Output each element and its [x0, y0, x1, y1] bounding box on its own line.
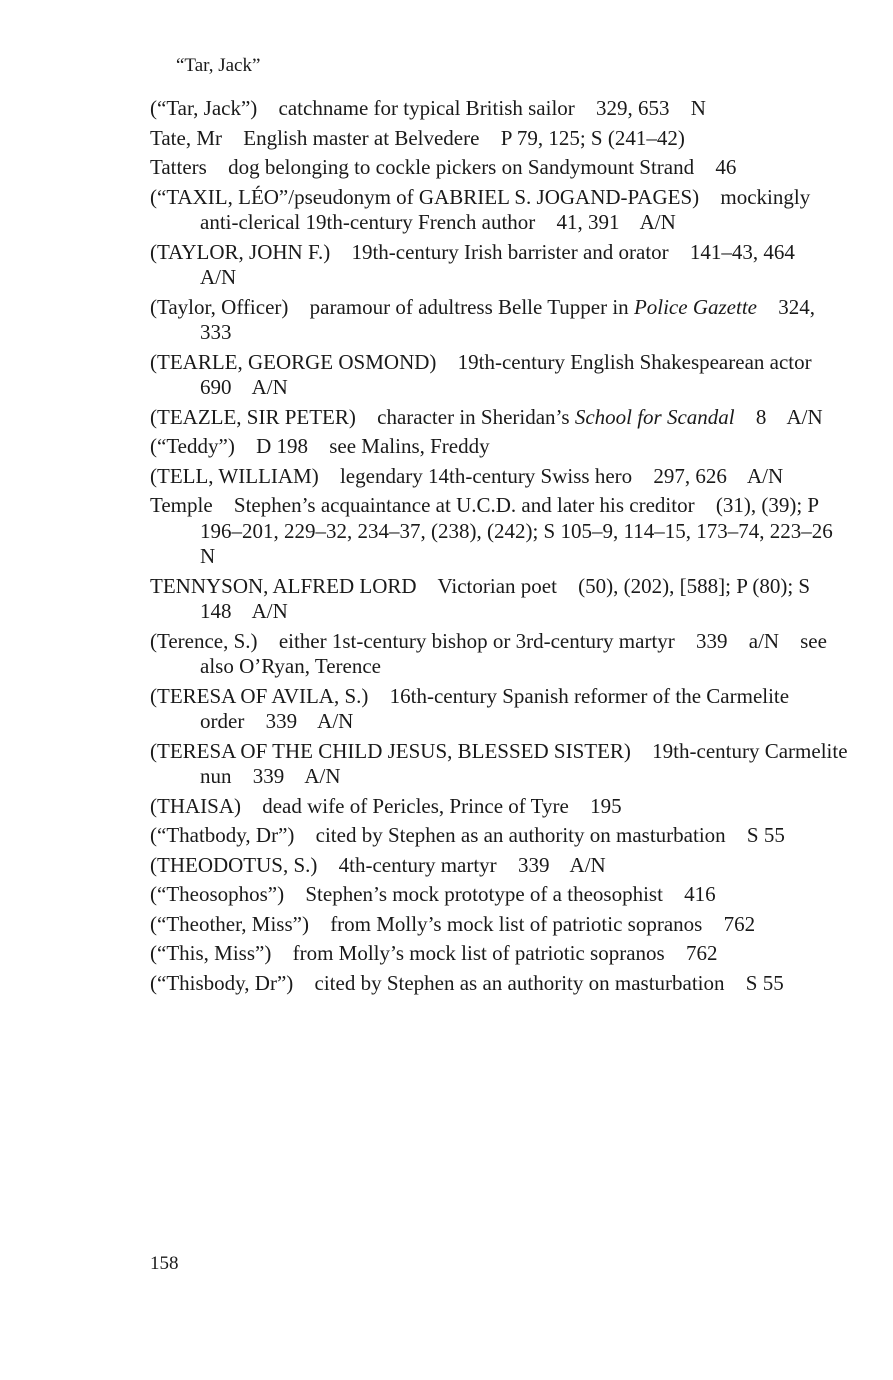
entry-description: [279, 96, 575, 120]
entry-page-refs: 46: [715, 155, 737, 179]
index-entry: [150, 971, 850, 997]
entry-headword: Tatters: [150, 155, 207, 179]
entry-headword: (“Tar, Jack”): [150, 96, 258, 120]
entry-headword: (TELL, WILLIAM): [150, 463, 319, 488]
entry-page-refs: S 55: [746, 823, 785, 847]
entry-page-refs: 690: [200, 375, 232, 399]
entry-description: [458, 350, 812, 374]
entry-headword: (“This, Miss”): [150, 941, 272, 965]
index-entry: [150, 882, 850, 908]
entry-description: [228, 155, 694, 179]
entry-tag: A/N: [639, 210, 676, 234]
index-entry: [150, 739, 850, 790]
index-entry: [150, 185, 850, 236]
entry-description-text: catchname for typical British sailor: [278, 96, 575, 120]
entry-headword: (“Thisbody, Dr”): [150, 970, 294, 995]
entry-description-text: dead wife of Pericles, Prince of Tyre: [262, 793, 569, 818]
entry-description-text: Stephen’s mock prototype of a theosophist: [305, 882, 663, 906]
index-entry: [150, 629, 850, 680]
page-number: 158: [150, 1253, 179, 1274]
index-entry: [150, 126, 850, 152]
entry-tag: A/N: [317, 709, 354, 733]
entry-page-refs: 339: [252, 764, 285, 788]
entry-headword: (THAISA): [150, 793, 241, 818]
entry-page-refs: see Malins, Freddy: [329, 434, 490, 458]
entry-headword: (TERESA OF AVILA, S.): [150, 683, 369, 708]
entry-headword: (TEARLE, GEORGE OSMOND): [150, 349, 437, 374]
entry-description-text: 19th-century English Shakespearean actor: [457, 349, 812, 374]
entry-page-refs: 8: [755, 404, 767, 429]
index-entry: [150, 493, 850, 570]
index-entries: [150, 96, 850, 1000]
entry-page-refs: 297, 626: [653, 463, 727, 488]
entry-tag: A/N: [786, 404, 823, 429]
entry-description-text: English master at Belvedere: [243, 125, 480, 150]
entry-tag: A/N: [747, 463, 784, 488]
index-entry: [150, 941, 850, 967]
entry-description: [437, 574, 556, 598]
entry-description-text: cited by Stephen as an authority on masturbation: [314, 970, 725, 995]
entry-tag: A/N: [304, 764, 341, 788]
index-entry: [150, 794, 850, 820]
entry-headword: (TERESA OF THE CHILD JESUS, BLESSED SISTER): [150, 738, 631, 763]
entry-description: [316, 823, 726, 847]
index-entry: [150, 464, 850, 490]
entry-page-refs: 339: [696, 628, 728, 653]
entry-description: [305, 882, 663, 906]
entry-description: [234, 493, 695, 517]
index-entry: [150, 912, 850, 938]
entry-headword: (“Thatbody, Dr”): [150, 823, 295, 847]
entry-headword: Tate, Mr: [150, 125, 223, 150]
entry-description-text: character in Sheridan’s: [377, 404, 575, 429]
index-entry: [150, 295, 850, 346]
entry-description-title: School for Scandal: [574, 404, 735, 429]
entry-description-text: 19th-century Irish barrister and orator: [351, 239, 669, 264]
entry-page-refs: 416: [684, 882, 716, 906]
entry-page-refs: 195: [590, 793, 622, 818]
entry-page-refs: 762: [723, 911, 756, 936]
index-entry: [150, 684, 850, 735]
entry-description-text: dog belonging to cockle pickers on Sandymount Strand: [228, 155, 695, 179]
index-entry: [150, 823, 850, 849]
entry-headword: Temple: [150, 493, 213, 517]
index-entry: [150, 574, 850, 625]
entry-headword: (Terence, S.): [150, 628, 258, 653]
entry-description-text: legendary 14th-century Swiss hero: [339, 463, 633, 488]
entry-page-refs: (31), (39); P 196–201, 229–32, 234–37, (238), (242); S 105–9, 114–15, 173–74, 223–26: [200, 493, 833, 543]
entry-page-refs: P 79, 125; S (241–42): [500, 125, 685, 150]
index-entry: [150, 240, 850, 291]
running-head: “Tar, Jack”: [176, 55, 261, 76]
entry-page-refs: 324, 333: [200, 294, 815, 344]
entry-page-refs: 41, 391: [556, 210, 620, 234]
entry-description-text: Victorian poet: [437, 573, 557, 598]
entry-description: [351, 240, 668, 264]
entry-headword: (“Teddy”): [150, 434, 235, 458]
entry-description-text: 16th-century Spanish reformer of the Carmelite order: [200, 683, 790, 733]
entry-tag: a/N: [748, 628, 780, 653]
entry-description-text: Stephen’s acquaintance at U.C.D. and later his creditor: [233, 493, 695, 517]
entry-tag: A/N: [200, 265, 237, 289]
entry-description-text: D 198: [256, 434, 308, 458]
entry-description: [340, 464, 632, 488]
entry-description: [279, 629, 675, 653]
index-entry: [150, 434, 850, 460]
entry-page-refs: 339: [265, 709, 298, 733]
entry-tag: N: [200, 544, 216, 568]
entry-headword: (“Theosophos”): [150, 882, 285, 906]
entry-description-text: cited by Stephen as an authority on masturbation: [315, 823, 726, 847]
entry-description: [377, 405, 735, 429]
entry-description-title: Police Gazette: [633, 294, 757, 319]
entry-headword: TENNYSON, ALFRED LORD: [150, 573, 417, 598]
entry-tag: N: [690, 96, 706, 120]
entry-description-text: 19th-century Carmelite nun: [200, 738, 848, 788]
index-entry: [150, 155, 850, 181]
index-entry: [150, 405, 850, 431]
entry-headword: (Taylor, Officer): [150, 294, 289, 319]
entry-tag: A/N: [569, 852, 606, 877]
entry-tag: A/N: [251, 599, 288, 623]
entry-description: [310, 295, 757, 319]
entry-headword: (TEAZLE, SIR PETER): [150, 404, 356, 429]
entry-description-text: paramour of adultress Belle Tupper in: [309, 294, 634, 319]
entry-description-text: either 1st-century bishop or 3rd-century martyr: [278, 628, 675, 653]
entry-description-text: from Molly’s mock list of patriotic sopranos: [292, 941, 665, 965]
entry-description: [293, 941, 665, 965]
entry-page-refs: 762: [685, 941, 718, 965]
entry-headword: (“Theother, Miss”): [150, 911, 309, 936]
entry-description-text: mockingly anti-clerical 19th-century French author: [200, 184, 811, 234]
entry-see-also: see also O’Ryan, Terence: [200, 628, 827, 678]
entry-description: [315, 971, 725, 995]
entry-description: [256, 434, 308, 458]
entry-page-refs: (50), (202), [588]; P (80); S 148: [200, 573, 811, 623]
entry-description: [339, 853, 497, 877]
entry-description-text: 4th-century martyr: [338, 852, 497, 877]
index-entry: [150, 96, 850, 122]
entry-description-text: from Molly’s mock list of patriotic sopranos: [330, 911, 703, 936]
index-entry: [150, 350, 850, 401]
entry-description: [330, 912, 702, 936]
entry-page-refs: S 55: [745, 970, 784, 995]
entry-page-refs: 339: [517, 852, 550, 877]
entry-headword: (“TAXIL, LÉO”/pseudonym of GABRIEL S. JOGAND-PAGES): [150, 184, 700, 209]
entry-description: [262, 794, 569, 818]
entry-tag: A/N: [251, 375, 288, 399]
entry-headword: (THEODOTUS, S.): [150, 852, 318, 877]
entry-page-refs: 141–43, 464: [689, 239, 795, 264]
entry-headword: (TAYLOR, JOHN F.): [150, 239, 331, 264]
entry-description: [243, 126, 479, 150]
entry-page-refs: 329, 653: [596, 96, 670, 120]
index-entry: [150, 853, 850, 879]
